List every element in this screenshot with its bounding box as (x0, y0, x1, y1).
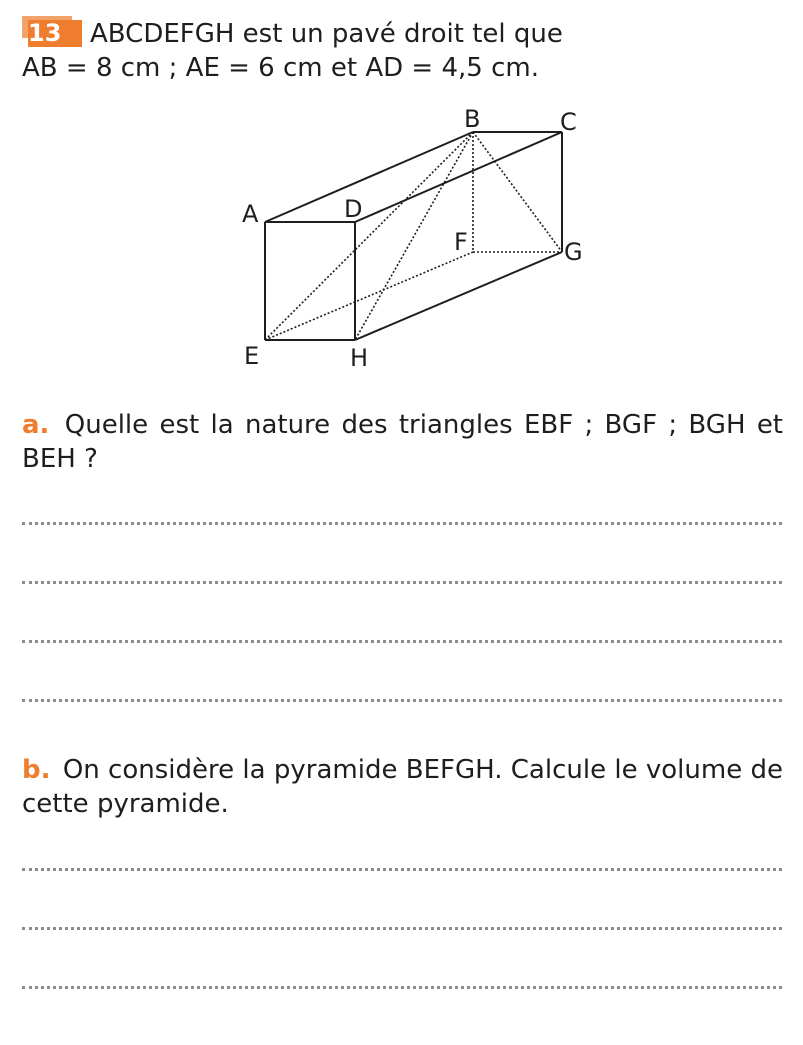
exercise-number-badge (22, 16, 84, 46)
vertex-label-h: H (350, 344, 369, 372)
edge-cd (355, 132, 562, 222)
question-b-text: On considère la pyramide BEFGH. Calcule le volume de cette pyramide. (22, 755, 784, 819)
statement-line-1: ABCDEFGH est un pavé droit tel que (90, 19, 563, 49)
answer-lines-b (22, 868, 782, 1045)
vertex-label-c: C (560, 108, 577, 136)
cuboid-figure (230, 100, 610, 390)
answer-line[interactable] (22, 640, 782, 643)
answer-line[interactable] (22, 699, 782, 702)
answer-line[interactable] (22, 868, 782, 871)
edge-hg (355, 252, 562, 340)
answer-line[interactable] (22, 581, 782, 584)
vertex-label-f: F (454, 228, 468, 256)
vertex-label-b: B (464, 105, 481, 133)
question-a-label: a. (22, 410, 50, 440)
edge-ef (265, 252, 473, 340)
segment-be (265, 132, 473, 340)
segment-bg (473, 132, 562, 252)
vertex-label-d: D (344, 195, 363, 223)
answer-line[interactable] (22, 522, 782, 525)
vertex-label-e: E (244, 342, 260, 370)
vertex-label-g: G (564, 238, 583, 266)
question-b (22, 753, 783, 821)
answer-line[interactable] (22, 927, 782, 930)
vertex-label-a: A (242, 200, 259, 228)
statement-line-2: AB = 8 cm ; AE = 6 cm et AD = 4,5 cm. (22, 53, 539, 83)
exercise-number: 13 (28, 20, 82, 47)
question-a (22, 408, 783, 476)
answer-line[interactable] (22, 986, 782, 989)
question-a-text: Quelle est la nature des triangles EBF ; BGF ; BGH et BEH ? (22, 410, 784, 474)
edge-ab (265, 132, 473, 222)
answer-lines-a (22, 522, 782, 758)
question-b-label: b. (22, 755, 51, 785)
exercise-statement (22, 16, 783, 85)
